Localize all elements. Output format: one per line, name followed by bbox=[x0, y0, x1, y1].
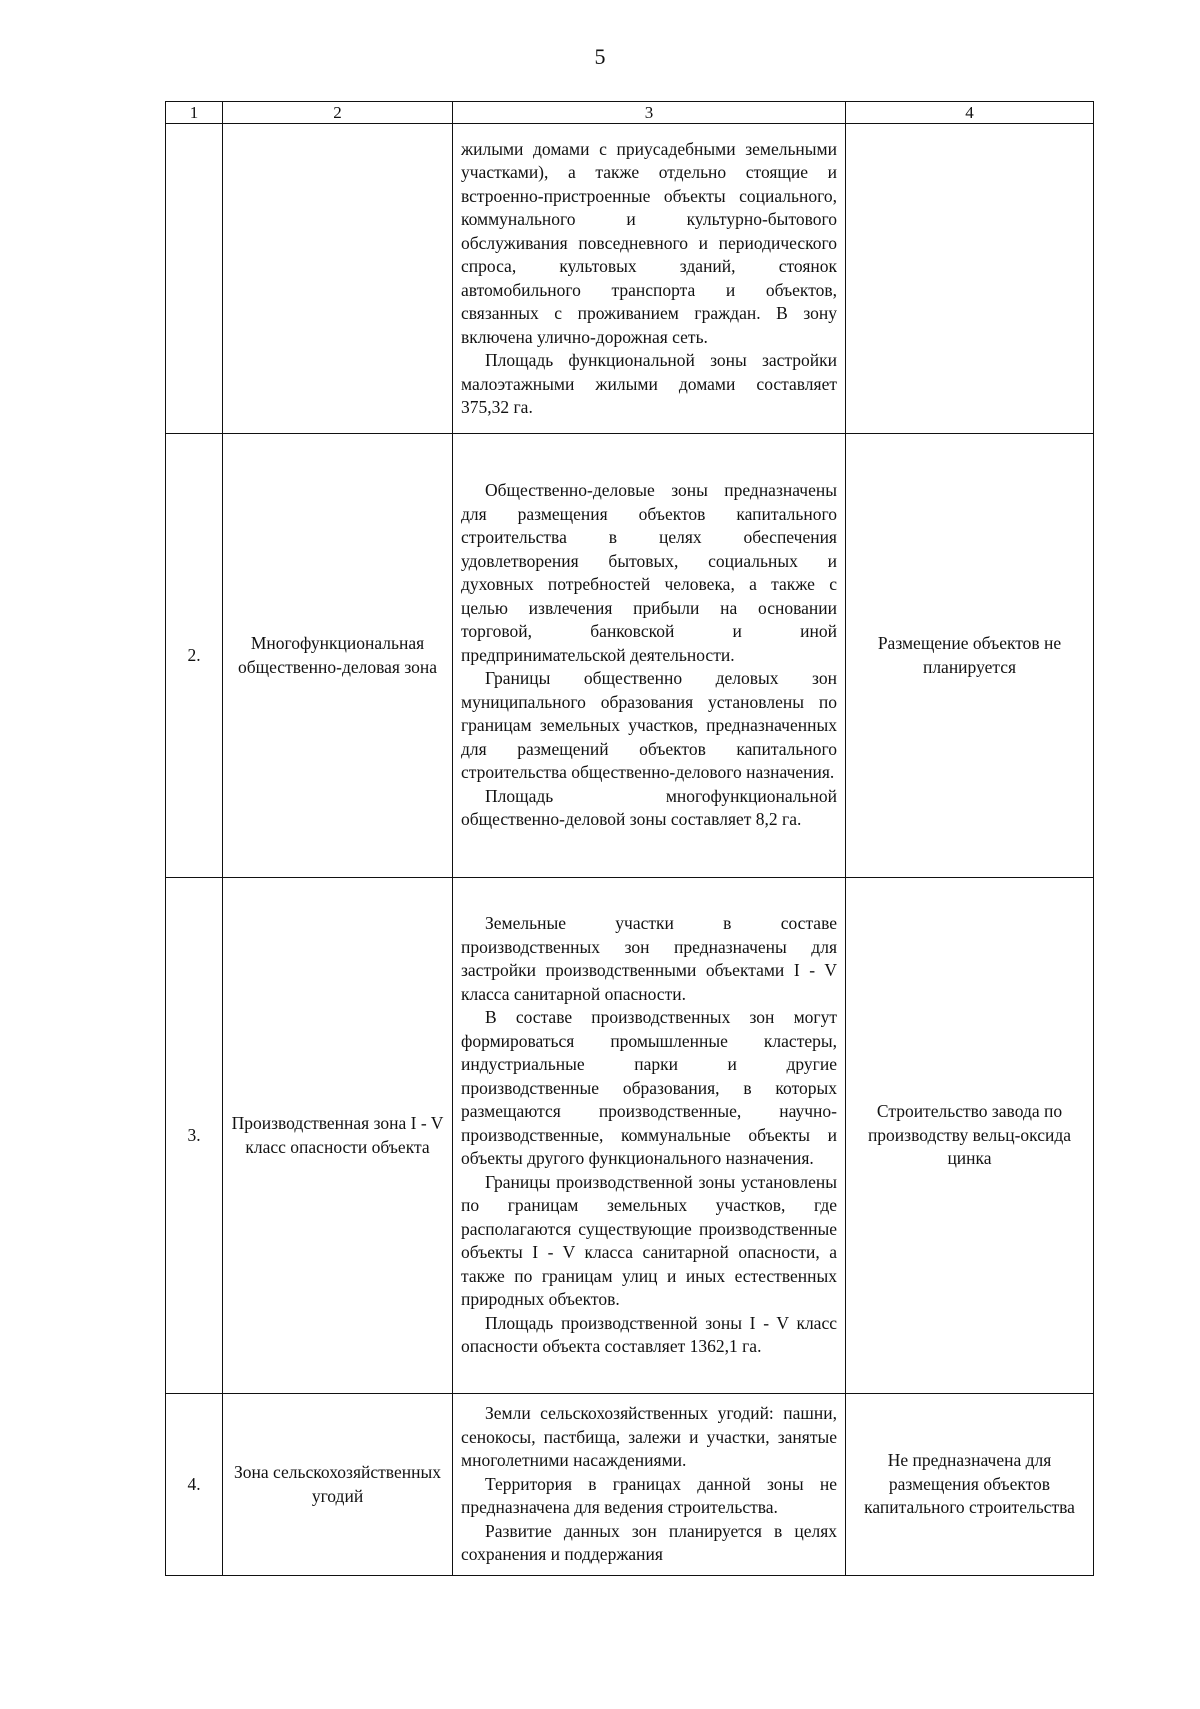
zone-description bbox=[453, 1394, 846, 1576]
description-paragraph: Площадь производственной зоны I - V класс опасности объекта составляет 1362,1 га. bbox=[461, 1312, 837, 1357]
page-number: 5 bbox=[594, 44, 606, 69]
row-number bbox=[166, 124, 223, 434]
description-paragraph: Территория в границах данной зоны не предназначена для ведения строительства. bbox=[461, 1473, 837, 1518]
zones-table bbox=[165, 101, 1094, 1576]
row-number: 3. bbox=[166, 878, 223, 1394]
zone-name bbox=[223, 124, 453, 434]
description-paragraph: Земли сельскохозяйственных угодий: пашни, сенокосы, пастбища, залежи и участки, занятые многолетними насаждениями. bbox=[461, 1403, 837, 1471]
zone-name: Зона сельскохозяйственных угодий bbox=[223, 1394, 453, 1576]
zone-description bbox=[453, 124, 846, 434]
table-row bbox=[166, 1394, 1094, 1576]
table-row bbox=[166, 124, 1094, 434]
row-number: 2. bbox=[166, 434, 223, 878]
zone-description bbox=[453, 434, 846, 878]
planned-event bbox=[846, 124, 1094, 434]
table-row bbox=[166, 878, 1094, 1394]
description-paragraph: Общественно-деловые зоны предназначены для размещения объектов капитального строительства в целях обеспечения удовлетворения бытовых, социальных и духовных потребностей человека, а также с целью извлечения прибыли на основании торговой, банковской и иной предпринимательской деятельности. bbox=[461, 480, 837, 665]
description-paragraph: Границы производственной зоны установлены по границам земельных участков, где располагаются существующие производственные объекты I - V класса санитарной опасности, а также по границам улиц и иных естественных природных объектов. bbox=[461, 1171, 837, 1310]
row-number: 4. bbox=[166, 1394, 223, 1576]
planned-event: Строительство завода по производству вельц-оксида цинка bbox=[846, 878, 1094, 1394]
description-paragraph: Границы общественно деловых зон муниципального образования установлены по границам земельных участков, предназначенных для размещений объектов капитального строительства общественно-делового назначения. bbox=[461, 668, 837, 783]
header-col-4: 4 bbox=[846, 102, 1094, 124]
zone-name: Многофункциональная общественно-деловая зона bbox=[223, 434, 453, 878]
description-paragraph: Площадь многофункциональной общественно-деловой зоны составляет 8,2 га. bbox=[461, 785, 837, 830]
zone-description bbox=[453, 878, 846, 1394]
description-paragraph: Площадь функциональной зоны застройки малоэтажными жилыми домами составляет 375,32 га. bbox=[461, 350, 837, 417]
planned-event: Размещение объектов не планируется bbox=[846, 434, 1094, 878]
header-col-1: 1 bbox=[166, 102, 223, 124]
table-row bbox=[166, 434, 1094, 878]
description-paragraph: В составе производственных зон могут формироваться промышленные кластеры, индустриальные парки и другие производственные образования, в которых размещаются производственные, научно-производственные, коммунальные объекты и объекты другого функционального назначения. bbox=[461, 1007, 837, 1169]
header-row bbox=[166, 102, 1094, 124]
description-paragraph: Развитие данных зон планируется в целях сохранения и поддержания bbox=[461, 1520, 837, 1565]
description-paragraph: жилыми домами с приусадебными земельными участками), а также отдельно стоящие и встроенно-пристроенные объекты социального, коммунального и культурно-бытового обслуживания повседневного и периодического спроса, культовых зданий, стоянок автомобильного транспорта и объектов, связанных с проживанием граждан. В зону включена улично-дорожная сеть. bbox=[461, 138, 837, 347]
planned-event: Не предназначена для размещения объектов капитального строительства bbox=[846, 1394, 1094, 1576]
header-col-2: 2 bbox=[223, 102, 453, 124]
zone-name: Производственная зона I - V класс опасности объекта bbox=[223, 878, 453, 1394]
header-col-3: 3 bbox=[453, 102, 846, 124]
description-paragraph: Земельные участки в составе производственных зон предназначены для застройки производственными объектами I - V класса санитарной опасности. bbox=[461, 913, 837, 1004]
